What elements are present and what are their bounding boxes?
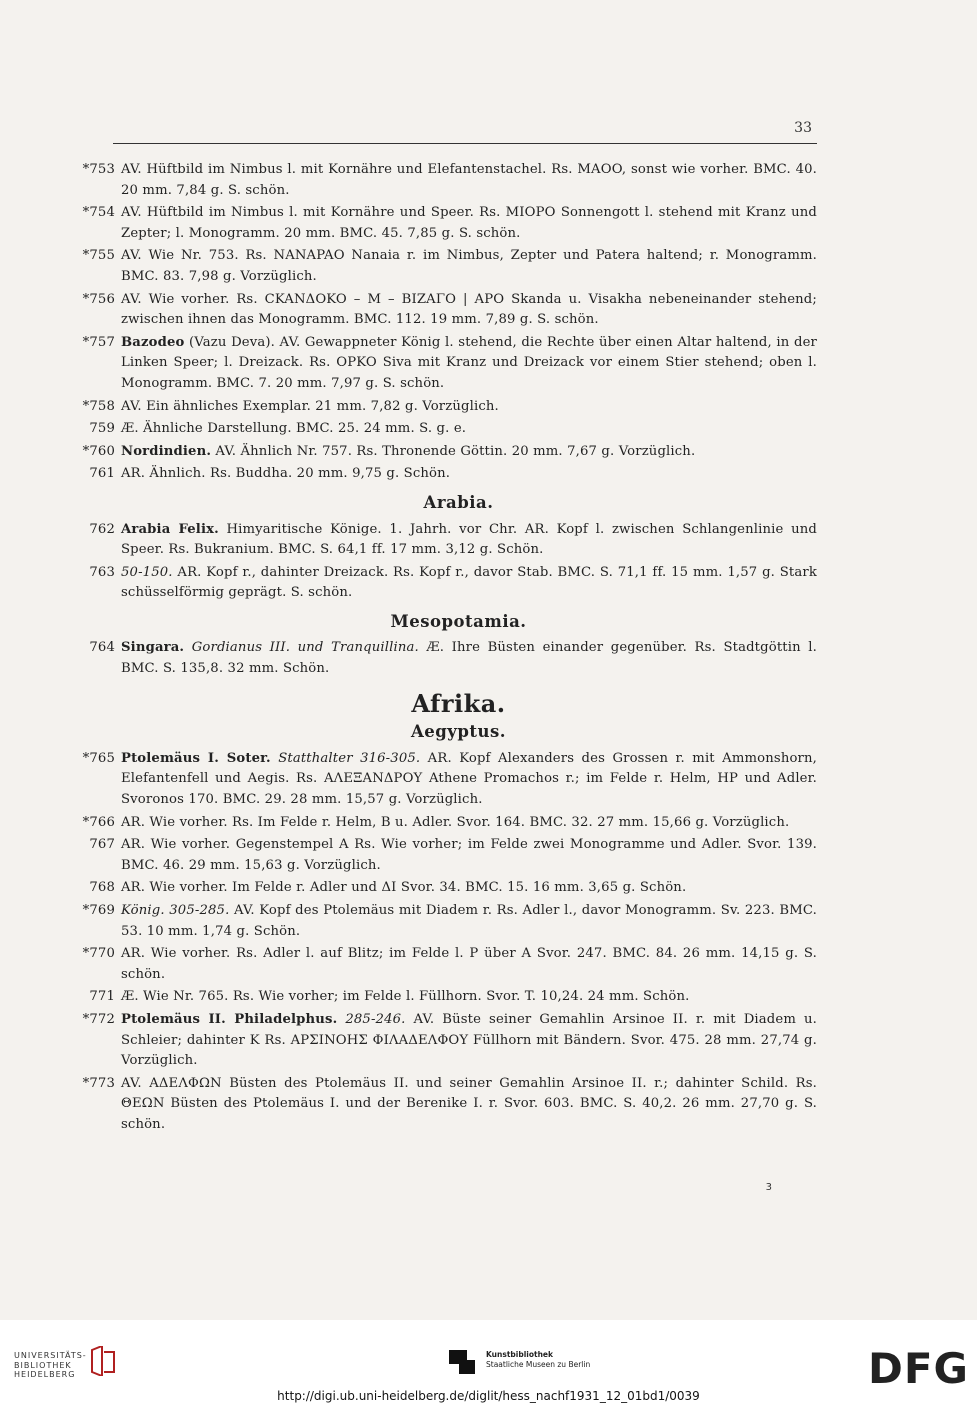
lot-number: 767: [89, 837, 115, 853]
permalink-url[interactable]: http://digi.ub.uni-heidelberg.de/diglit/hess_nachf1931_12_01bd1/0039: [277, 1389, 700, 1403]
catalogue-entry: [60, 442, 817, 463]
entry-period: Gordianus III. und Tranquillina.: [184, 640, 419, 656]
dfg-logo[interactable]: DFG: [868, 1344, 970, 1393]
header-rule: [113, 143, 817, 144]
library-line-2: BIBLIOTHEK: [14, 1360, 72, 1370]
entry-text: AR. Kopf r., dahinter Dreizack. Rs. Kopf r., davor Stab. BMC. S. 71,1 ff. 15 mm. 1,57 g. Stark schüsselförmig geprägt. S. schön.: [121, 564, 817, 601]
entry-description: [121, 944, 817, 985]
lot-number: *769: [82, 903, 115, 918]
lot-number: 763: [89, 564, 115, 580]
entry-group-india: [60, 160, 817, 485]
lot-number: 759: [89, 421, 115, 437]
catalogue-entry: [60, 464, 817, 485]
entry-description: [121, 246, 817, 287]
lot-number: 762: [89, 521, 115, 537]
lot-number: *773: [82, 1075, 115, 1091]
catalogue-entry: [60, 638, 817, 679]
entry-description: [121, 442, 817, 463]
catalogue-entry: [60, 1010, 817, 1072]
entry-text: Æ. Wie Nr. 765. Rs. Wie vorher; im Felde l. Füllhorn. Svor. T. 10,24. 24 mm. Schön.: [121, 989, 690, 1005]
lot-number: *757: [82, 334, 115, 350]
lot-number: *756: [82, 291, 115, 307]
entry-period: König. 305-285.: [121, 903, 230, 918]
catalogue-entry: [60, 878, 817, 899]
entry-title: Ptolemäus I. Soter.: [121, 750, 271, 766]
kb-subtitle: Staatliche Museen zu Berlin: [486, 1360, 591, 1369]
kb-name: Kunstbibliothek: [486, 1350, 554, 1359]
entry-group-mesopotamia: [60, 638, 817, 679]
section-heading-mesopotamia: Mesopotamia.: [390, 611, 527, 631]
catalogue-entry: [60, 835, 817, 876]
catalogue-entry: [60, 160, 817, 201]
catalogue-entry: [60, 397, 817, 418]
entry-description: [121, 1010, 817, 1072]
entry-text: AR. Wie vorher. Im Felde r. Adler und ΔΙ Svor. 34. BMC. 15. 16 mm. 3,65 g. Schön.: [121, 880, 687, 896]
entry-text: Himyaritische Könige. 1. Jahrh. vor Chr. AR. Kopf l. zwischen Schlangenlinie und Speer. Rs. Bukranium. BMC. S. 64,1 ff. 17 mm. 3,12 g. Schön.: [121, 521, 817, 558]
kunstbibliothek-logo-icon[interactable]: [447, 1348, 477, 1376]
entry-group-arabia: [60, 520, 817, 604]
catalogue-entry: [60, 944, 817, 985]
entry-text: AV. Kopf des Ptolemäus mit Diadem r. Rs. Adler l., davor Monogramm. Sv. 223. BMC. 53. 10 mm. 1,74 g. Schön.: [121, 903, 818, 939]
catalogue-entry: [60, 749, 817, 811]
entry-text: AR. Ähnlich. Rs. Buddha. 20 mm. 9,75 g. Schön.: [121, 466, 451, 482]
entry-text: AV. Ein ähnliches Exemplar. 21 mm. 7,82 g. Vorzüglich.: [121, 398, 499, 414]
entry-description: [121, 397, 817, 418]
lot-number: *758: [82, 398, 115, 414]
entry-text: AV. Hüftbild im Nimbus l. mit Kornähre und Speer. Rs. MIOPO Sonnengott l. stehend mit Kranz und Zepter; l. Monogramm. 20 mm. BMC. 45. 7,85 g. S. schön.: [121, 205, 817, 241]
university-library-logo-icon[interactable]: [88, 1346, 116, 1376]
entry-title: Arabia Felix.: [121, 521, 219, 537]
section-heading-aegyptus: Aegyptus.: [410, 722, 507, 742]
entry-title: Nordindien.: [121, 443, 212, 459]
lot-number: 768: [89, 880, 115, 896]
entry-group-aegyptus: [60, 749, 817, 1136]
lot-number: *753: [82, 162, 115, 177]
entry-description: [121, 333, 817, 395]
entry-text: (Vazu Deva). AV. Gewappneter König l. stehend, die Rechte über einen Altar haltend, in der Linken Speer; l. Dreizack. Rs. OPKO Siva mit Kranz und Dreizack vor einem Stier stehend; oben l. Monogramm. BMC. 7. 20 mm. 7,97 g. S. schön.: [121, 334, 817, 391]
catalogue-entry: [60, 520, 817, 561]
catalogue-entry: [60, 290, 817, 331]
entry-text: AV. Wie vorher. Rs. CKANΔOKO – M – BIZAΓO | APO Skanda u. Visakha nebeneinander stehend; zwischen ihnen das Monogramm. BMC. 112. 19 mm. 7,89 g. S. schön.: [121, 291, 817, 328]
entry-description: [121, 813, 817, 834]
catalogue-entry: [60, 813, 817, 834]
catalogue-entry: [60, 203, 817, 244]
entry-description: [121, 290, 817, 331]
entry-title: Bazodeo: [121, 334, 185, 350]
entry-text: AV. Hüftbild im Nimbus l. mit Kornähre und Elefantenstachel. Rs. MAOO, sonst wie vorher. BMC. 40. 20 mm. 7,84 g. S. schön.: [121, 162, 817, 198]
viewer-footer: [0, 1320, 977, 1406]
entry-description: [121, 878, 817, 899]
entry-description: [121, 203, 817, 244]
lot-number: *755: [82, 248, 115, 264]
library-line-1: UNIVERSITÄTS-: [14, 1351, 87, 1360]
entry-text: Æ. Ähnliche Darstellung. BMC. 25. 24 mm. S. g. e.: [121, 421, 467, 437]
entry-period: 285-246.: [337, 1011, 406, 1027]
library-line-3: HEIDELBERG: [14, 1370, 76, 1379]
entry-description: [121, 1074, 817, 1136]
entry-description: [121, 901, 817, 942]
lot-number: *765: [82, 750, 115, 766]
catalogue-entry: [60, 1074, 817, 1136]
entry-description: [121, 638, 817, 679]
entry-description: [121, 749, 817, 811]
lot-number: 764: [89, 640, 115, 656]
entry-text: AR. Wie vorher. Rs. Im Felde r. Helm, Β u. Adler. Svor. 164. BMC. 32. 27 mm. 15,66 g. Vorzüglich.: [121, 814, 790, 830]
lot-number: 771: [89, 989, 115, 1005]
lot-number: 761: [89, 466, 115, 482]
entry-text: AV. Wie Nr. 753. Rs. NANAPAO Nanaia r. im Nimbus, Zepter und Patera haltend; r. Monogramm. BMC. 83. 7,98 g. Vorzüglich.: [121, 248, 817, 284]
entry-text: AV. ΑΔΕΛΦΩΝ Büsten des Ptolemäus II. und seiner Gemahlin Arsinoe II. r.; dahinter Schild. Rs. ΘΕΩΝ Büsten des Ptolemäus I. und der Berenike I. r. Svor. 603. BMC. S. 40,2. 26 mm. 27,70 g. S. schön.: [121, 1075, 817, 1132]
catalogue-entry: [60, 987, 817, 1008]
lot-number: *760: [82, 443, 115, 459]
entry-text: AR. Wie vorher. Gegenstempel A Rs. Wie vorher; im Felde zwei Monogramme und Adler. Svor. 139. BMC. 46. 29 mm. 15,63 g. Vorzüglich.: [121, 837, 817, 873]
catalogue-entry: [60, 419, 817, 440]
entry-text: Æ. Ihre Büsten einander gegenüber. Rs. Stadtgöttin l. BMC. S. 135,8. 32 mm. Schön.: [121, 640, 817, 677]
sheet-signature: 3: [765, 1182, 772, 1193]
entry-description: [121, 464, 817, 485]
section-heading-arabia: Arabia.: [423, 492, 494, 512]
entry-description: [121, 563, 817, 604]
lot-number: *772: [82, 1011, 115, 1027]
catalogue-entry: [60, 246, 817, 287]
catalogue-entries: [60, 160, 817, 1138]
lot-number: *770: [82, 946, 115, 962]
entry-period: Statthalter 316-305.: [270, 750, 421, 766]
catalogue-entry: [60, 333, 817, 395]
lot-number: *754: [82, 205, 115, 221]
university-library-logo-text[interactable]: [14, 1351, 87, 1380]
entry-description: [121, 520, 817, 561]
page-number: 33: [794, 120, 812, 136]
entry-title: Singara.: [121, 640, 185, 656]
lot-number: *766: [82, 814, 115, 830]
kunstbibliothek-text[interactable]: [486, 1350, 590, 1370]
entry-text: AV. Ähnlich Nr. 757. Rs. Thronende Göttin. 20 mm. 7,67 g. Vorzüglich.: [211, 443, 696, 459]
entry-description: [121, 160, 817, 201]
entry-period: 50-150.: [121, 564, 173, 580]
entry-description: [121, 419, 817, 440]
entry-text: AR. Kopf Alexanders des Grossen r. mit Ammonshorn, Elefantenfell und Aegis. Rs. ΑΛΕΞΑΝΔΡΟΥ Athene Promachos r.; im Felde r. Helm, ΗΡ und Adler. Svoronos 170. BMC. 29. 28 mm. 15,57 g. Vorzüglich.: [121, 750, 817, 808]
catalogue-entry: [60, 901, 817, 942]
entry-title: Ptolemäus II. Philadelphus.: [121, 1011, 338, 1027]
entry-text: AV. Büste seiner Gemahlin Arsinoe II. r. mit Diadem u. Schleier; dahinter K Rs. ΑΡΣΙΝΟΗΣ ΦΙΛΑΔΕΛΦΟΥ Füllhorn mit Bändern. Svor. 475. 28 mm. 27,74 g. Vorzüglich.: [121, 1011, 817, 1069]
entry-description: [121, 987, 817, 1008]
entry-text: AR. Wie vorher. Rs. Adler l. auf Blitz; im Felde l. P über A Svor. 247. BMC. 84. 26 mm. 14,15 g. S. schön.: [121, 946, 817, 982]
section-heading-afrika: Afrika.: [411, 688, 506, 718]
entry-description: [121, 835, 817, 876]
catalogue-entry: [60, 563, 817, 604]
